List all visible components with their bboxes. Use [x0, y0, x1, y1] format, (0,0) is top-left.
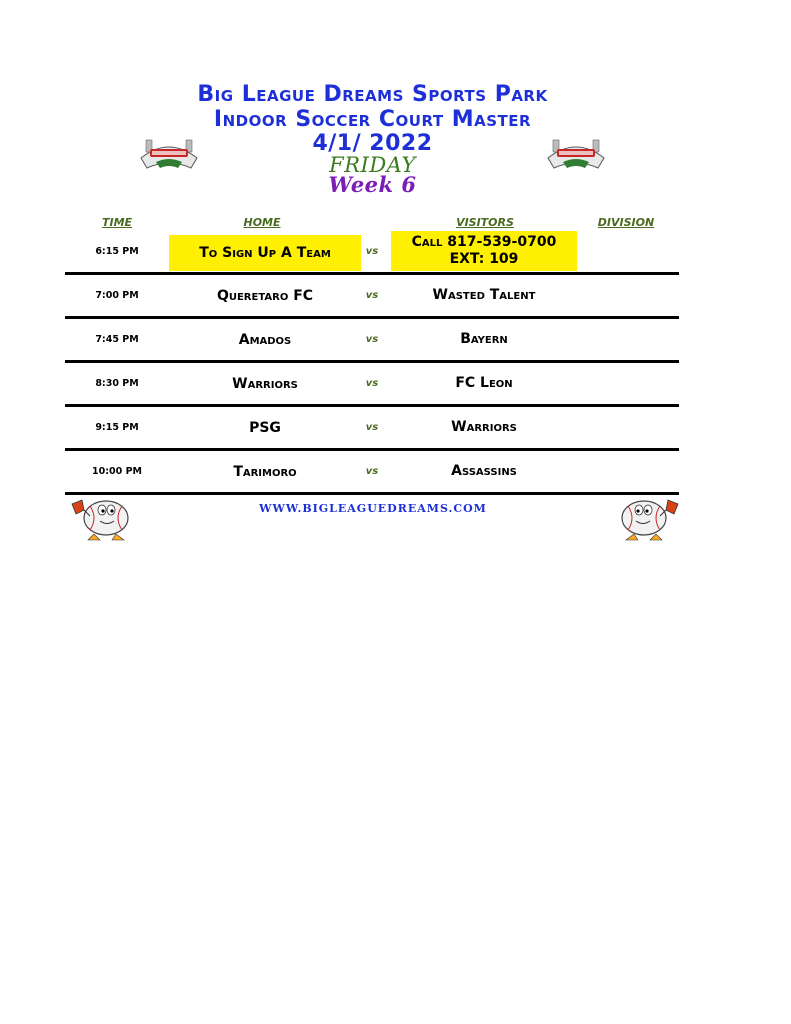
table-row — [65, 275, 679, 319]
home-team: Warriors — [232, 375, 298, 392]
visitor-team: FC Leon — [455, 375, 513, 391]
vs-label: vs — [365, 246, 379, 257]
column-header-division: DIVISION — [597, 216, 655, 229]
table-row — [65, 231, 679, 275]
game-time: 10:00 PM — [92, 466, 142, 477]
table-row — [65, 451, 679, 495]
vs-label: vs — [365, 378, 379, 389]
vs-label: vs — [365, 290, 379, 301]
vs-label: vs — [365, 422, 379, 433]
ballpark-logo-icon — [138, 132, 200, 172]
game-time: 9:15 PM — [95, 422, 139, 433]
visitor-team: Bayern — [460, 331, 508, 347]
court-master-title: Indoor Soccer Court Master — [213, 107, 532, 132]
home-team: Queretaro FC — [216, 287, 314, 304]
ballpark-logo-icon — [545, 132, 607, 172]
park-name-title: Big League Dreams Sports Park — [197, 82, 548, 107]
game-time: 7:45 PM — [95, 334, 139, 345]
column-header-home: HOME — [243, 216, 281, 229]
visitor-team: Assassins — [451, 463, 517, 479]
column-header-visitors: VISITORS — [456, 216, 514, 229]
visitor-team — [391, 231, 577, 271]
home-team: PSG — [249, 419, 281, 436]
row-divider — [65, 492, 679, 495]
schedule-week: Week 6 — [328, 172, 417, 197]
table-row — [65, 319, 679, 363]
game-time: 7:00 PM — [95, 290, 139, 301]
column-header-time: TIME — [101, 216, 133, 229]
table-row — [65, 407, 679, 451]
home-team: Amados — [238, 331, 292, 348]
visitor-team: Warriors — [451, 419, 517, 435]
baseball-mascot-icon — [66, 494, 138, 542]
website-link[interactable]: WWW.BIGLEAGUEDREAMS.COM — [259, 502, 487, 515]
home-team: Tarimoro — [233, 463, 297, 480]
game-time: 8:30 PM — [95, 378, 139, 389]
table-row — [65, 363, 679, 407]
schedule-date: 4/1/ 2022 — [312, 131, 433, 156]
vs-label: vs — [365, 334, 379, 345]
schedule-day: FRIDAY — [329, 153, 416, 177]
signup-phone: Call 817-539-0700 — [411, 234, 557, 250]
baseball-mascot-icon — [612, 494, 684, 542]
home-team: To Sign Up A Team — [169, 235, 361, 271]
vs-label: vs — [365, 466, 379, 477]
game-time: 6:15 PM — [95, 246, 139, 257]
visitor-team: Wasted Talent — [432, 287, 536, 303]
signup-extension: EXT: 109 — [449, 251, 519, 267]
